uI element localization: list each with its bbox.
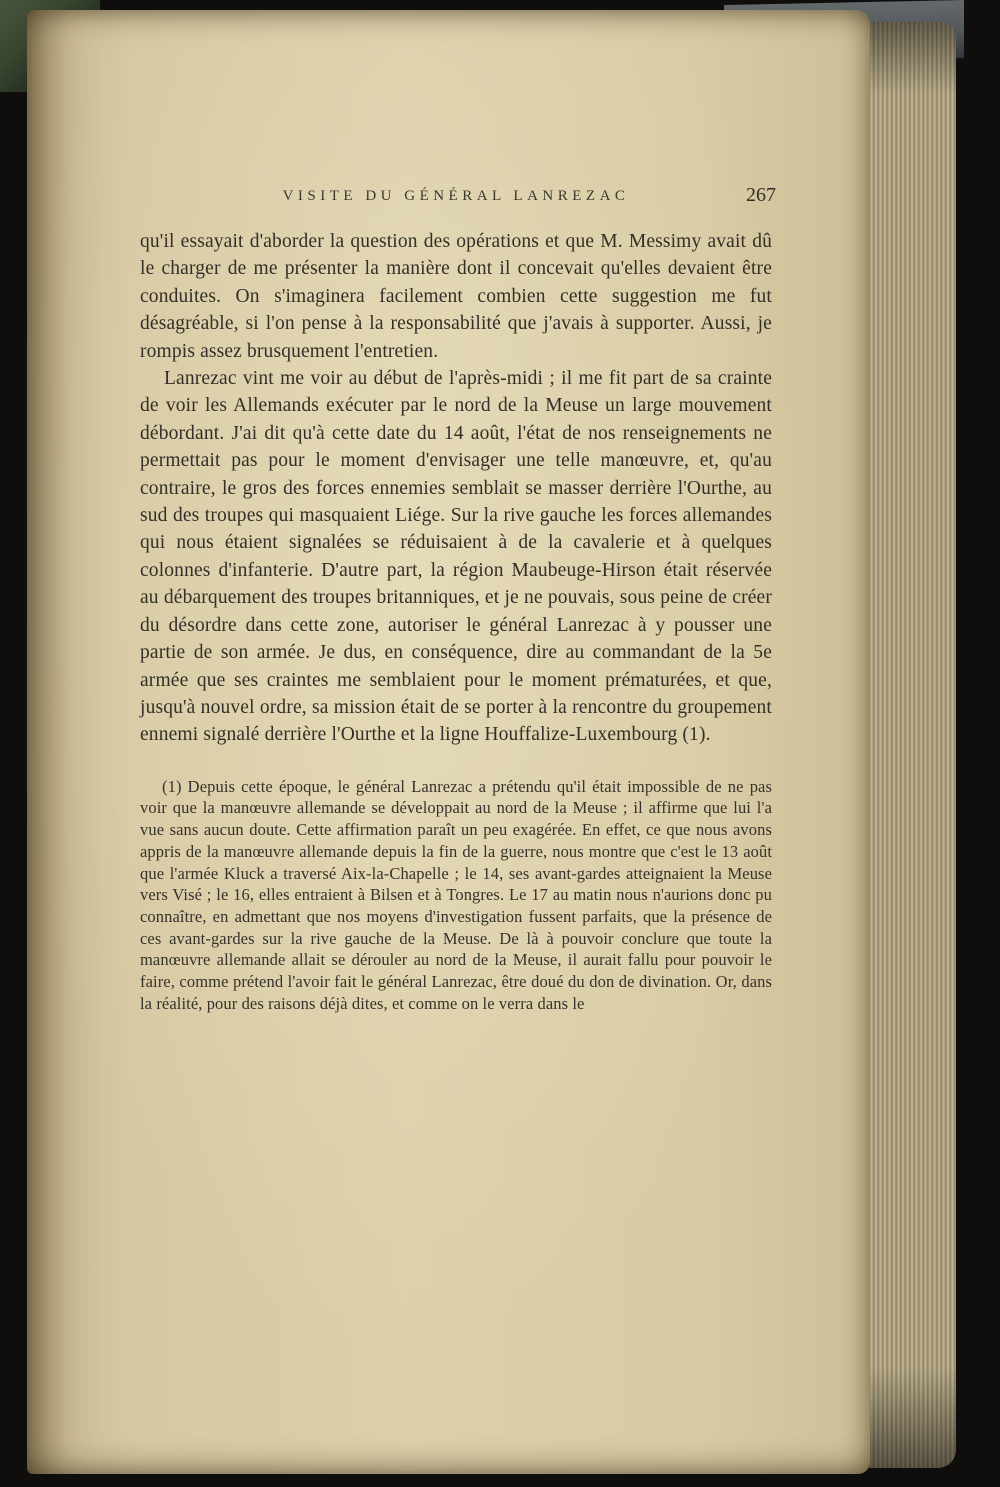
body-text xyxy=(140,228,772,749)
body-paragraph-1: qu'il essayait d'aborder la question des opérations et que M. Messimy avait dû le charger de me présenter la manière dont il concevait qu'elles devaient être conduites. On s'imaginera facilement combien cette suggestion me fut désagréable, si l'on pense à la responsabilité que j'avais à supporter. Aussi, je rompis assez brusquement l'entretien. xyxy=(140,231,772,362)
body-paragraph-2: Lanrezac vint me voir au début de l'après-midi ; il me fit part de sa crainte de voir les Allemands exécuter par le nord de la Meuse un large mouvement débordant. J'ai dit qu'à cette date du 14 août, l'état de nos renseignements ne permettait pas pour le moment d'envisager une telle manœuvre, et, qu'au contraire, le gros des forces ennemies semblait se masser derrière l'Ourthe, au sud des troupes qui masquaient Liége. Sur la rive gauche les forces allemandes qui nous étaient signalées se réduisaient à de la cavalerie et à quelques colonnes d'infanterie. D'autre part, la région Maubeuge-Hirson était réservée au débarquement des troupes britanniques, et je ne pouvais, sous peine de créer du désordre dans cette zone, autoriser le général Lanrezac à y pousser une partie de son armée. Je dus, en conséquence, dire au commandant de la 5e armée que ses craintes me semblaient pour le moment prématurées, et que, jusqu'à nouvel ordre, sa mission était de se porter à la rencontre du groupement ennemi signalé derrière l'Ourthe et la ligne Houffalize-Luxembourg (1). xyxy=(140,368,772,746)
footnote-text: (1) Depuis cette époque, le général Lanrezac a prétendu qu'il était impossible de ne pas voir que la manœuvre allemande se développait au nord de la Meuse ; il affirme que lui l'a vue sans aucun doute. Cette affirmation paraît un peu exagérée. En effet, ce que nous avons appris de la manœuvre allemande depuis la fin de la guerre, nous montre que c'est le 13 août que l'armée Kluck a traversé Aix-la-Chapelle ; le 14, ses avant-gardes atteignaient la Meuse vers Visé ; le 16, elles entraient à Bilsen et à Tongres. Le 17 au matin nous n'aurions donc pu connaître, en admettant que nos moyens d'investigation fussent parfaits, que la présence de ces avant-gardes sur la rive gauche de la Meuse. De là à pouvoir conclure que toute la manœuvre allemande allait se dérouler au nord de la Meuse, il aurait fallu pour pouvoir le faire, comme prétend l'avoir fait le général Lanrezac, être doué du don de divination. Or, dans la réalité, pour des raisons déjà dites, et comme on le verra dans le xyxy=(140,776,772,1013)
text-column xyxy=(140,184,776,1014)
book-page xyxy=(27,10,870,1474)
page-header xyxy=(140,184,776,212)
page-number: 267 xyxy=(746,184,776,206)
running-title: VISITE DU GÉNÉRAL LANREZAC xyxy=(282,188,630,204)
